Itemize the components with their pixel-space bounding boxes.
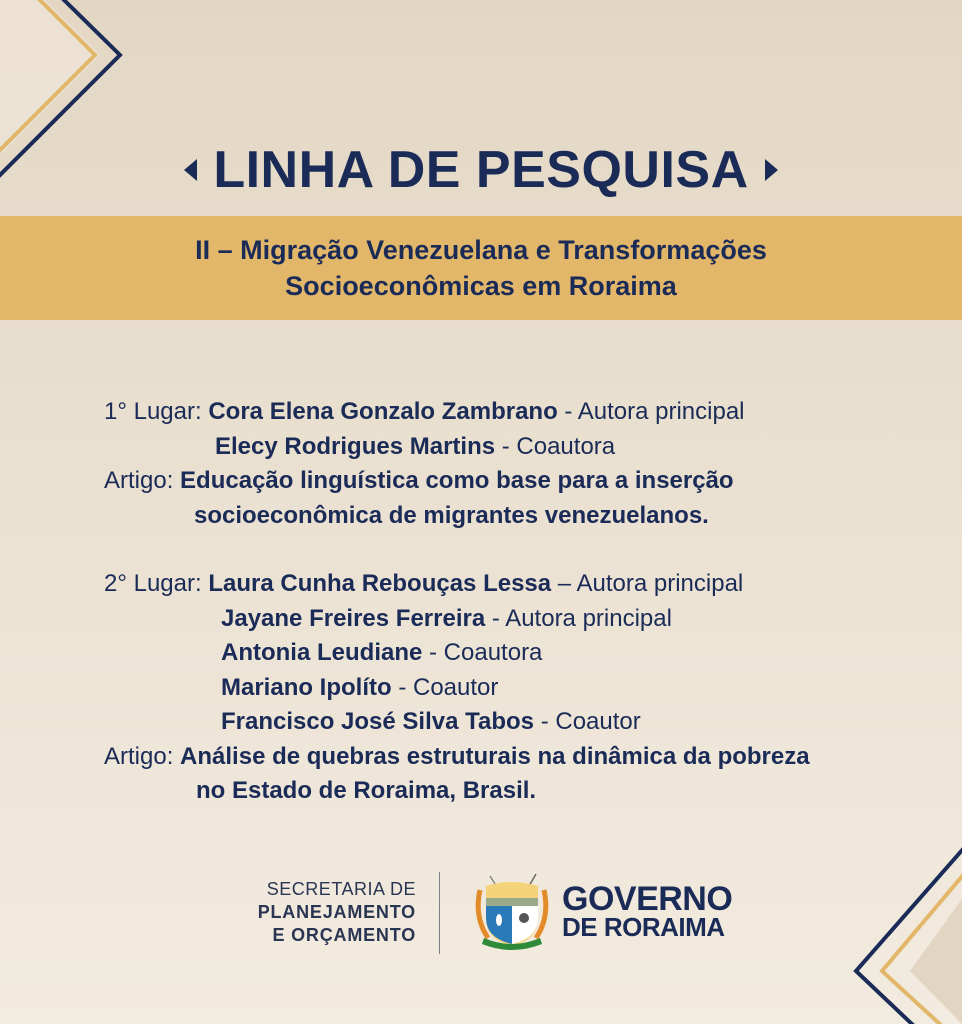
author-name: Laura Cunha Rebouças Lessa [208, 570, 552, 597]
chevron-left-icon [184, 159, 197, 181]
roraima-coat-of-arms-icon [474, 872, 550, 954]
author-name: Cora Elena Gonzalo Zambrano [208, 398, 558, 425]
secretaria-line-1: SECRETARIA DE [266, 879, 416, 899]
author-name: Francisco José Silva Tabos [221, 708, 535, 735]
research-line-title-2: Socioeconômicas em Roraima [285, 271, 677, 301]
author-role: - Coautor [391, 673, 499, 701]
winners-list [104, 395, 924, 809]
research-line-title-1: II – Migração Venezuelana e Transformações [195, 235, 767, 265]
article-title: Educação linguística como base para a inserção [180, 467, 734, 494]
author-name: Antonia Leudiane [221, 639, 423, 666]
author-role: - Autora principal [485, 604, 672, 632]
footer-logos [0, 870, 962, 960]
article-label: Artigo: [104, 467, 174, 494]
page-title-text: LINHA DE PESQUISA [213, 141, 749, 199]
second-place-section [104, 567, 924, 809]
author-name: Elecy Rodrigues Martins [215, 432, 496, 460]
author-role: - Coautora [495, 432, 616, 460]
article-title: Análise de quebras estruturais na dinâmica da pobreza [180, 742, 810, 770]
secretaria-line-2: PLANEJAMENTO [257, 902, 416, 922]
gov-line-1: GOVERNO [562, 880, 733, 918]
place-label: 1° Lugar: [104, 398, 202, 425]
author-role: - Autora principal [557, 398, 745, 425]
research-line-banner [0, 216, 962, 320]
chevron-right-icon [765, 159, 778, 181]
author-name: Mariano Ipolíto [221, 673, 392, 701]
secretaria-logo-text [258, 878, 416, 947]
author-role: – Autora principal [551, 570, 744, 597]
author-role: - Coautor [534, 708, 641, 735]
first-place-section [104, 395, 924, 533]
place-label: 2° Lugar: [104, 570, 202, 597]
author-name: Jayane Freires Ferreira [221, 604, 486, 632]
article-title-cont: no Estado de Roraima, Brasil. [196, 777, 537, 804]
secretaria-line-3: E ORÇAMENTO [272, 925, 416, 945]
page-title [0, 140, 962, 200]
article-title-cont: socioeconômica de migrantes venezuelanos. [194, 501, 709, 529]
gov-line-2: DE RORAIMA [562, 912, 725, 942]
article-label: Artigo: [104, 742, 174, 770]
author-role: - Coautora [422, 639, 543, 666]
governo-roraima-logo-text [562, 880, 733, 942]
footer-divider [439, 872, 440, 954]
